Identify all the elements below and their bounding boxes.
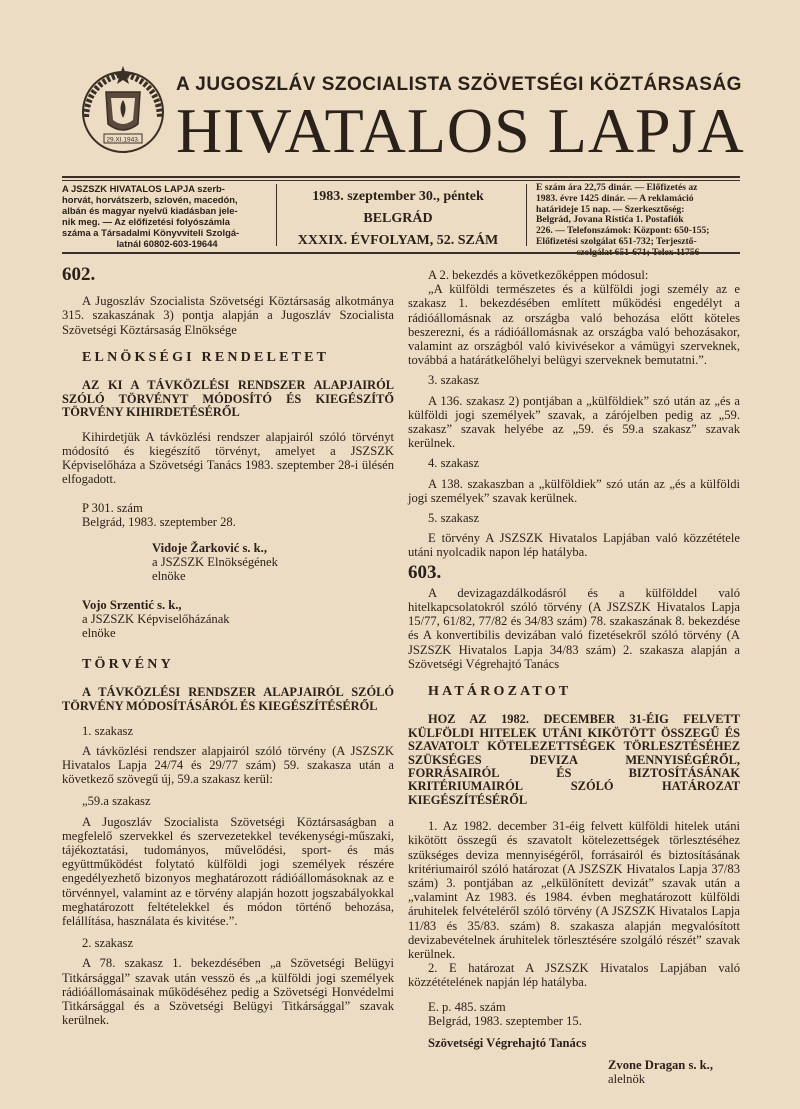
header-rule-top (62, 176, 740, 178)
section-heading: 2. szakasz (82, 936, 134, 951)
law-title: A TÁVKÖZLÉSI RENDSZER ALAPJAIRÓL SZÓLÓ TÖRVÉNY MÓDOSÍTÁSÁRÓL ÉS KIEGÉSZÍTÉSÉRŐL (62, 685, 394, 714)
republic-name: A JUGOSZLÁV SZOCIALISTA SZÖVETSÉGI KÖZTÁRSASÁG (176, 74, 742, 95)
gazette-title: HIVATALOS LAPJA (176, 95, 745, 166)
section-heading: 3. szakasz (428, 373, 480, 388)
left-info-line: horvát, horvátszerb, szlovén, macedón, (62, 194, 238, 205)
resolution-title: HOZ AZ 1982. DECEMBER 31-ÉIG FELVETT KÜLFÖLDI HITELEK UTÁNI KIKÖTÖTT ÖSSZEGŰ ÉS SZAVATOLT KÖTELEZETTSÉGEK TÖRLESZTÉSÉHEZ SZÜKSÉGES DEVIZA MENNYISÉGÉRŐL, FORRÁSAIRÓL ÉS BIZTOSÍTÁSÁNAK KRITÉRIUMAIRÓL SZÓLÓ HATÁROZAT KIEGÉSZÍTÉSÉRŐL (408, 712, 740, 807)
right-info-line: Előfizetési szolgálat 651-732; Terjesztő- (536, 235, 697, 247)
item-number: 603. (408, 561, 442, 583)
left-info-line: albán és magyar nyelvű kiadásban jele- (62, 205, 238, 216)
section-heading: 4. szakasz (428, 456, 480, 471)
coat-of-arms-icon (76, 62, 170, 156)
left-info-line: A JSZSZK HIVATALOS LAPJA szerb- (62, 183, 225, 194)
right-column (408, 268, 740, 1087)
price-info (536, 183, 740, 259)
law-heading: TÖRVÉNY (82, 657, 174, 673)
decree-date: Belgrád, 1983. szeptember 28. (82, 514, 236, 529)
issue-info (282, 186, 514, 252)
left-info-line: száma a Társadalmi Könyvviteli Szolgá- (62, 227, 240, 238)
left-column (62, 264, 394, 1028)
decree-heading: ELNÖKSÉGI RENDELETET (82, 349, 330, 365)
right-info-line: 1983. évre 1425 dinár. — A reklamáció (536, 192, 694, 204)
header-rule-bottom (62, 252, 740, 254)
section-text: A 78. szakasz 1. bekezdésében „a Szövetségi Belügyi Titkársággal” szavak után vesszö és „a külföldi jogi személyek rádióállomásainak működéséhez pedig a Szövetségi Honvédelmi Titkársággal és a Szövetségi Belügyi Titkársággal” szavak kerülnek. (62, 956, 394, 1028)
decree-text: Kihirdetjük A távközlési rendszer alapjairól szóló törvényt módosító és kiegészítő törvényt, amelyet a JSZSZK Képviselőháza a Szövetségi Tanács 1983. szeptember 28-i ülésén elfogadott. (62, 429, 394, 487)
right-info-line: Belgrád, Jovana Ristića 1. Postafiók (536, 214, 684, 226)
right-info-line: határideje 15 nap. — Szerkesztőség: (536, 203, 685, 215)
resolution-reference: E. p. 485. szám (428, 999, 506, 1014)
right-info-line: szolgálat 651-671; Telex 11756 (576, 246, 700, 258)
section-text: A 136. szakasz 2) pontjában a „külföldiek” szó után az „és a külföldi jogi személyek” szavak, a zárójelben pedig az „59. szakasz” szavak helyébe az „59. és 59.a szakasz” szavak kerülnek. (408, 393, 740, 451)
section-text: A Jugoszláv Szocialista Szövetségi Köztársaságban a megfelelő szervekkel és szervezetekkel tevékenységi-műszaki, tájékoztatási, tudományos, művelődési, sport- és más együttműködést folytató külföldi jogi személyek részére engedélyezhető bizonyos meghatározott rádióállomásoknak az e törvénnyel, valamint az e törvény alapján hozott jogszabályokkal meghatározott feltételekkel és módon történő behozása, felállítása, használata és kivitése.”. (62, 814, 394, 929)
signatory-name: Vidoje Žarković s. k., (152, 541, 267, 556)
issue-volume: XXXIX. ÉVFOLYAM, 52. SZÁM (297, 233, 499, 248)
signatory-role: a JSZSZK Képviselőházának (82, 611, 230, 626)
decree-reference: P 301. szám (82, 500, 143, 515)
signatory-name: Vojo Srzentić s. k., (82, 597, 182, 612)
section-text: A 138. szakaszban a „külföldiek” szó után az „és a külföldi jogi személyek” szavak kerülnek. (408, 476, 740, 505)
section-heading: 1. szakasz (82, 723, 134, 738)
signatory-role: a JSZSZK Elnökségének (152, 555, 278, 570)
resolution-date: Belgrád, 1983. szeptember 15. (428, 1013, 582, 1028)
section-text: A távközlési rendszer alapjairól szóló törvény (A JSZSZK Hivatalos Lapja 24/74 és 29/77 szám) 59. szakasza után a következő szövegű új, 59.a szakasz kerül: (62, 743, 394, 787)
council-name: Szövetségi Végrehajtó Tanács (428, 1035, 587, 1050)
resolution-point: 1. Az 1982. december 31-éig felvett külföldi hitelek utáni kikötött összegű és szavatolt kötelezettségek törlesztéséhez szükséges deviza mennyiségéről, forrásairól és biztosításának kritériumairól szóló határozat (A JSZSZK Hivatalos Lapja 37/83 szám) 3. pontjában az „elkülönített devizát” szavak után a „valamint Az 1983. és 1984. évben meghatározott külföldi áruhitelek felvételéről szóló törvény (A JSZSZK Hivatalos Lapja 11/83 és 35/83. szám) 8. szakasza alapján megvalósított devizabevételnek áruhitelek törlesztésére szolgáló részét” szavak kerülnek. (408, 819, 740, 961)
amendment-quote: „A külföldi természetes és a külföldi jogi személy az e szakasz 1. bekezdésében említett működési engedélyt a rádióállomásnak az országba való behozása előtt köteles beszerezni, és a rádióállomásnak az országba való behozásakor, valamint az országból való kivivésekor a vámügyi szerveknek, továbbá a határátkelőhelyi belügyi szerveknek bemutatni.”. (408, 282, 740, 368)
section-text: E törvény A JSZSZK Hivatalos Lapjában való közzététele utáni nyolcadik napon lép hatályba. (408, 531, 740, 560)
section-heading: 5. szakasz (428, 511, 480, 526)
section-heading: „59.a szakasz (82, 794, 151, 809)
signatory-role: elnöke (152, 569, 186, 584)
signatory-name: Zvone Dragan s. k., (608, 1058, 713, 1073)
header-rule-top-2 (62, 180, 740, 181)
decree-title: AZ KI A TÁVKÖZLÉSI RENDSZER ALAPJAIRÓL SZÓLÓ TÖRVÉNYT MÓDOSÍTÓ ÉS KIEGÉSZÍTŐ TÖRVÉNY KIHIRDETÉSÉRŐL (62, 378, 394, 420)
issue-place: BELGRÁD (363, 211, 433, 226)
amendment-paragraph: A 2. bekezdés a következőképpen módosul: (428, 268, 649, 282)
header-divider-right (526, 184, 527, 246)
left-info-line: nik meg. — Az előfizetési folyószámla (62, 216, 230, 227)
item-number: 602. (62, 264, 96, 285)
right-info-line: E szám ára 22,75 dinár. — Előfizetés az (536, 182, 698, 193)
right-info-line: 226. — Telefonszámok: Központ: 650-155; (536, 225, 710, 237)
resolution-point: 2. E határozat A JSZSZK Hivatalos Lapjában való közzétételének napján lép hatályba. (408, 961, 740, 990)
issue-date: 1983. szeptember 30., péntek (312, 189, 484, 204)
intro-paragraph: A devizagazdálkodásról és a külfölddel való hitelkapcsolatokról szóló törvény (A JSZSZK Hivatalos Lapja 15/77, 61/82, 77/82 és 34/83 szám) 78. szakaszának 8. bekezdése és A konvertibilis devizában való fizetésekről szóló törvény (A JSZSZK Hivatalos Lapja 34/83 szám) 2. szakasza alapján a Szövetségi Végrehajtó Tanács (408, 585, 740, 671)
left-info-line: latnál 60802-603-19644 (116, 238, 218, 249)
signatory-role: alelnök (608, 1072, 646, 1087)
intro-paragraph: A Jugoszláv Szocialista Szövetségi Köztársaság alkotmánya 315. szakaszának 3) pontja alapján a Jugoszláv Szocialista Szövetségi Köztársaság Elnöksége (62, 294, 394, 337)
header-divider-left (276, 184, 277, 246)
resolution-heading: HATÁROZATOT (428, 684, 572, 700)
subscription-info (62, 183, 272, 249)
signatory-role: elnöke (82, 626, 116, 641)
emblem-date: 29.XI.1943. (106, 136, 140, 144)
